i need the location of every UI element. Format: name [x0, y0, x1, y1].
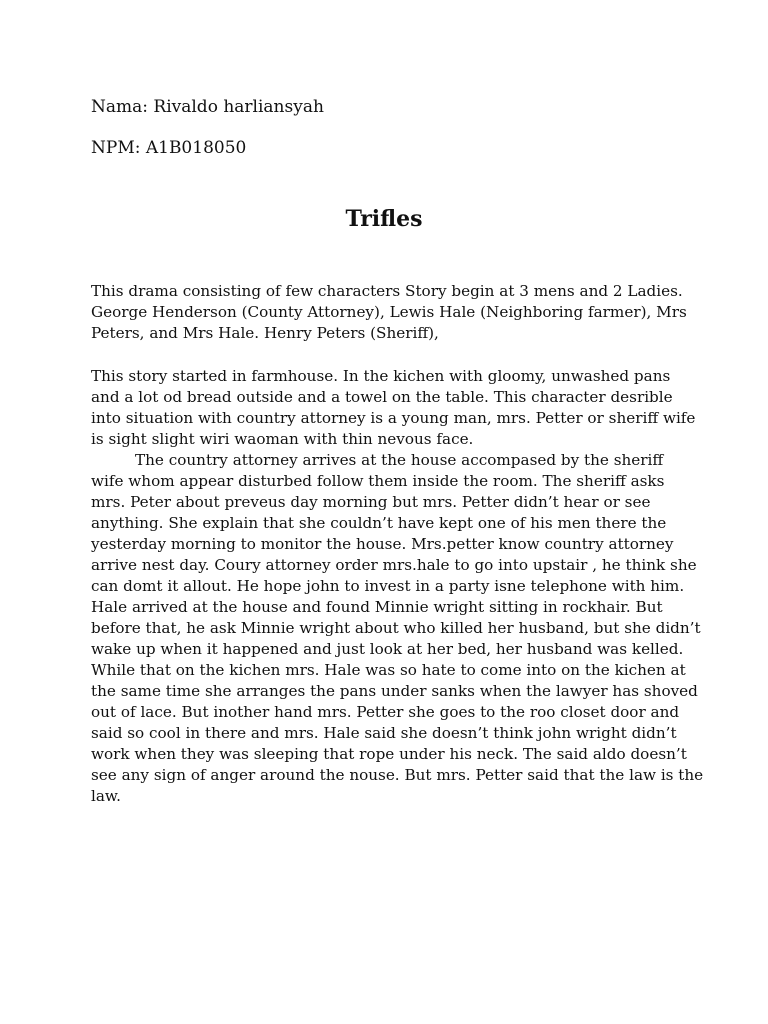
paragraph-story	[91, 366, 704, 807]
text-line: out of lace. But inother hand mrs. Petter she goes to the roo closet door and	[91, 703, 680, 721]
text-line: yesterday morning to monitor the house. Mrs.petter know country attorney	[91, 535, 674, 553]
text-line-content: The country attorney arrives at the house accompased by the sheriff	[135, 451, 664, 469]
text-line: before that, he ask Minnie wright about who killed her husband, but she didn’t	[91, 619, 701, 637]
paragraph-characters	[91, 281, 687, 344]
student-npm-line: NPM: A1B018050	[91, 138, 247, 158]
text-line: the same time she arranges the pans under sanks when the lawyer has shoved	[91, 682, 698, 700]
text-line: law.	[91, 787, 121, 805]
text-line: see any sign of anger around the nouse. But mrs. Petter said that the law is the	[91, 766, 704, 784]
text-line: Peters, and Mrs Hale. Henry Peters (Sheriff),	[91, 324, 439, 342]
text-line: arrive nest day. Coury attorney order mrs.hale to go into upstair , he think she	[91, 556, 697, 574]
text-line: anything. She explain that she couldn’t have kept one of his men there the	[91, 514, 667, 532]
text-line: wife whom appear disturbed follow them inside the room. The sheriff asks	[91, 472, 665, 490]
document-title: Trifles	[345, 206, 423, 232]
text-line: into situation with country attorney is a young man, mrs. Petter or sheriff wife	[91, 409, 696, 427]
text-line: work when they was sleeping that rope under his neck. The said aldo doesn’t	[91, 745, 687, 763]
text-line: Hale arrived at the house and found Minnie wright sitting in rockhair. But	[91, 598, 663, 616]
text-line: While that on the kichen mrs. Hale was so hate to come into on the kichen at	[91, 661, 686, 679]
text-line: mrs. Peter about preveus day morning but mrs. Petter didn’t hear or see	[91, 493, 651, 511]
text-line: wake up when it happened and just look at her bed, her husband was kelled.	[91, 640, 684, 658]
text-line: George Henderson (County Attorney), Lewis Hale (Neighboring farmer), Mrs	[91, 303, 687, 321]
text-line: This drama consisting of few characters Story begin at 3 mens and 2 Ladies.	[91, 282, 683, 300]
text-line: said so cool in there and mrs. Hale said she doesn’t think john wright didn’t	[91, 724, 677, 742]
text-line: is sight slight wiri waoman with thin nevous face.	[91, 430, 474, 448]
text-line: and a lot od bread outside and a towel on the table. This character desrible	[91, 388, 673, 406]
student-name-line: Nama: Rivaldo harliansyah	[91, 97, 324, 117]
text-line: can domt it allout. He hope john to invest in a party isne telephone with him.	[91, 577, 685, 595]
indented-text-line	[91, 450, 683, 471]
text-line: This story started in farmhouse. In the kichen with gloomy, unwashed pans	[91, 367, 671, 385]
